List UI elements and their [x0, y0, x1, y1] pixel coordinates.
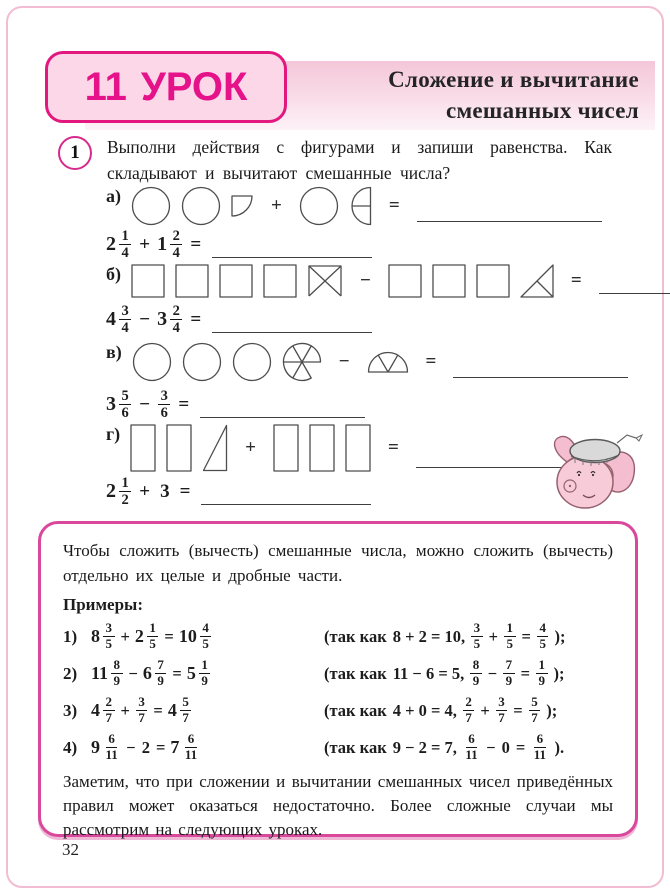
lesson-number-box	[45, 51, 287, 123]
math-text: −	[486, 737, 496, 757]
math-text: 4 + 0 = 4,	[392, 700, 457, 720]
fraction: $\frac{8}{9}$	[469, 658, 483, 688]
minus-sign: −	[338, 351, 350, 372]
plus-sign: +	[271, 195, 282, 216]
example-3-equation	[89, 695, 321, 725]
fraction: 1 $\frac{2}{4}$	[157, 228, 183, 261]
rect-1-2-shape	[202, 424, 228, 472]
fraction: 4 $\frac{5}{7}$	[168, 695, 193, 725]
fraction: 11 $\frac{8}{9}$	[91, 658, 124, 688]
fraction: $\frac{3}{7}$	[135, 695, 149, 725]
square-shape	[476, 264, 510, 298]
equation-g	[104, 475, 371, 508]
math-text: −	[128, 663, 138, 683]
circle-shape	[182, 342, 222, 382]
fraction: $\frac{3}{5}$	[470, 621, 484, 651]
example-2-equation	[89, 658, 321, 688]
quarter-circle-shape	[231, 195, 254, 218]
fraction: $\frac{1}{9}$	[535, 658, 549, 688]
math-text: +	[120, 700, 130, 720]
task-1	[58, 134, 614, 186]
square-shape	[131, 264, 165, 298]
pig-illustration	[543, 430, 643, 518]
rect-shape	[166, 424, 192, 472]
rect-shape	[273, 424, 299, 472]
math-text: );	[554, 626, 566, 646]
answer-blank	[212, 256, 372, 258]
example-1-label: 1)	[63, 626, 78, 646]
equals-sign: =	[388, 437, 399, 458]
example-3-explanation	[321, 695, 560, 725]
math-text: 3	[160, 480, 170, 502]
equation-b	[104, 303, 372, 336]
math-text: −	[139, 393, 151, 415]
problem-b-shapes-row	[106, 264, 670, 298]
math-text: );	[546, 700, 558, 720]
problem-a-shapes-row	[106, 186, 602, 226]
math-text: =	[190, 233, 202, 255]
math-text: 11 − 6 = 5,	[392, 663, 465, 683]
math-text: =	[515, 737, 526, 757]
fraction: 3 $\frac{2}{4}$	[157, 303, 183, 336]
math-text: =	[153, 700, 163, 720]
math-text: 8 + 2 = 10,	[392, 626, 466, 646]
fraction: 4 $\frac{3}{4}$	[106, 303, 132, 336]
circle-5-6-shape	[282, 342, 322, 382]
note-text: Заметим, что при сложении и вычитании смешанных чисел приведённых правил может оказаться недостаточно. Более сложные случаи мы рассмотрим на следующих уроках.	[63, 772, 613, 839]
equals-sign: =	[388, 195, 400, 216]
task-text: Выполни действия с фигурами и запиши равенства. Как складывают и вычитают смешанные числа?	[107, 137, 612, 183]
fraction: $\frac{1}{5}$	[503, 621, 517, 651]
circle-shape	[132, 342, 172, 382]
fraction: 2 $\frac{1}{5}$	[135, 621, 160, 651]
shape-sequence-b	[131, 264, 670, 298]
problem-v-shapes-row	[106, 342, 628, 382]
example-1-explanation	[321, 621, 568, 651]
equals-sign: =	[570, 270, 582, 291]
fraction: $\frac{4}{5}$	[536, 621, 550, 651]
square-shape	[175, 264, 209, 298]
examples-heading: Примеры:	[63, 595, 143, 614]
answer-blank	[212, 331, 372, 333]
part-label-g: г)	[106, 424, 121, 444]
rule-text: Чтобы сложить (вычесть) смешанные числа, можно сложить (вычесть) отдельно их целые и дробные части.	[63, 541, 613, 585]
part-label-a: а)	[106, 186, 121, 206]
fraction: 7 $\frac{6}{11}$	[170, 731, 198, 762]
fraction: 2 $\frac{1}{4}$	[106, 228, 132, 261]
fraction: 10 $\frac{4}{5}$	[179, 621, 213, 651]
example-4-equation	[89, 732, 321, 762]
lesson-word: УРОК	[140, 64, 248, 109]
math-text: 0	[501, 737, 510, 757]
pig-with-cap-icon	[543, 430, 643, 518]
fraction: $\frac{5}{7}$	[528, 695, 542, 725]
fraction: 5 $\frac{1}{9}$	[187, 658, 212, 688]
task-number-badge: 1	[58, 136, 92, 170]
fraction: 9 $\frac{6}{11}$	[91, 731, 118, 762]
half-circle-2-4-shape	[349, 186, 372, 226]
circle-shape	[131, 186, 171, 226]
answer-blank	[200, 416, 365, 418]
part-label-b: б)	[106, 264, 121, 284]
rect-shape	[309, 424, 335, 472]
equals-sign: =	[425, 351, 437, 372]
shape-sequence-v	[132, 342, 629, 382]
math-text: );	[553, 663, 565, 683]
fraction: 6 $\frac{7}{9}$	[143, 658, 168, 688]
lesson-title-line2: смешанных чисел	[445, 98, 639, 123]
lesson-number: 11	[84, 64, 127, 109]
fraction: 3 $\frac{5}{6}$	[106, 388, 132, 421]
fraction: $\frac{2}{7}$	[462, 695, 476, 725]
math-text: ).	[554, 737, 565, 757]
answer-blank	[599, 292, 670, 294]
example-4	[63, 729, 613, 766]
math-text: =	[172, 663, 182, 683]
math-text: −	[139, 308, 151, 330]
equation-a	[104, 228, 372, 261]
math-text: (так как	[324, 663, 387, 683]
math-text: (так как	[324, 737, 387, 757]
fraction: $\frac{3}{6}$	[157, 388, 171, 421]
answer-blank	[453, 376, 628, 378]
answer-blank	[201, 503, 371, 505]
math-text: +	[488, 626, 499, 646]
rule-box	[38, 521, 638, 837]
math-text: =	[178, 393, 190, 415]
fraction: $\frac{6}{11}$	[465, 731, 478, 762]
example-2-explanation	[321, 658, 568, 688]
rect-shape	[345, 424, 371, 472]
math-text: =	[164, 626, 174, 646]
example-3	[63, 692, 613, 729]
example-2-label: 2)	[63, 663, 78, 683]
fraction: 8 $\frac{3}{5}$	[91, 621, 116, 651]
square-shape	[432, 264, 466, 298]
square-shape	[388, 264, 422, 298]
math-text: =	[190, 308, 202, 330]
math-text: −	[487, 663, 498, 683]
math-text: +	[120, 626, 130, 646]
example-3-label: 3)	[63, 700, 78, 720]
math-text: +	[139, 480, 151, 502]
math-text: (так как	[324, 700, 387, 720]
rect-shape	[130, 424, 156, 472]
semicircle-3-6-shape	[367, 351, 409, 374]
example-1-equation	[89, 621, 321, 651]
fraction: $\frac{3}{7}$	[495, 695, 509, 725]
math-text: =	[521, 626, 531, 646]
example-4-explanation	[321, 732, 567, 762]
square-3-4-shape	[307, 264, 343, 298]
circle-shape	[181, 186, 221, 226]
circle-shape	[232, 342, 272, 382]
math-text: +	[480, 700, 490, 720]
circle-shape	[299, 186, 339, 226]
example-1	[63, 618, 613, 655]
plus-sign: +	[245, 437, 256, 458]
square-2-4-shape	[520, 264, 554, 298]
math-text: =	[513, 700, 523, 720]
example-2	[63, 655, 613, 692]
math-text: 9 − 2 = 7,	[392, 737, 457, 757]
fraction: 2 $\frac{1}{2}$	[106, 475, 132, 508]
math-text: 2	[141, 737, 150, 757]
math-text: =	[179, 480, 191, 502]
square-shape	[219, 264, 253, 298]
shape-sequence-g	[130, 424, 566, 472]
problem-g-shapes-row	[106, 424, 566, 472]
math-text: −	[126, 737, 136, 757]
answer-blank	[417, 220, 602, 222]
math-text: (так как	[324, 626, 387, 646]
page-number: 32	[62, 840, 79, 859]
square-shape	[263, 264, 297, 298]
shape-sequence-a	[131, 186, 602, 226]
minus-sign: −	[360, 270, 371, 291]
math-text: =	[155, 737, 166, 757]
lesson-title	[388, 64, 639, 126]
equation-v	[104, 388, 365, 421]
math-text: +	[139, 233, 151, 255]
fraction: $\frac{6}{11}$	[533, 731, 547, 762]
part-label-v: в)	[106, 342, 122, 362]
lesson-title-line1: Сложение и вычитание	[388, 67, 639, 92]
fraction: 4 $\frac{2}{7}$	[91, 695, 116, 725]
fraction: $\frac{7}{9}$	[502, 658, 516, 688]
example-4-label: 4)	[63, 737, 78, 757]
math-text: =	[520, 663, 531, 683]
